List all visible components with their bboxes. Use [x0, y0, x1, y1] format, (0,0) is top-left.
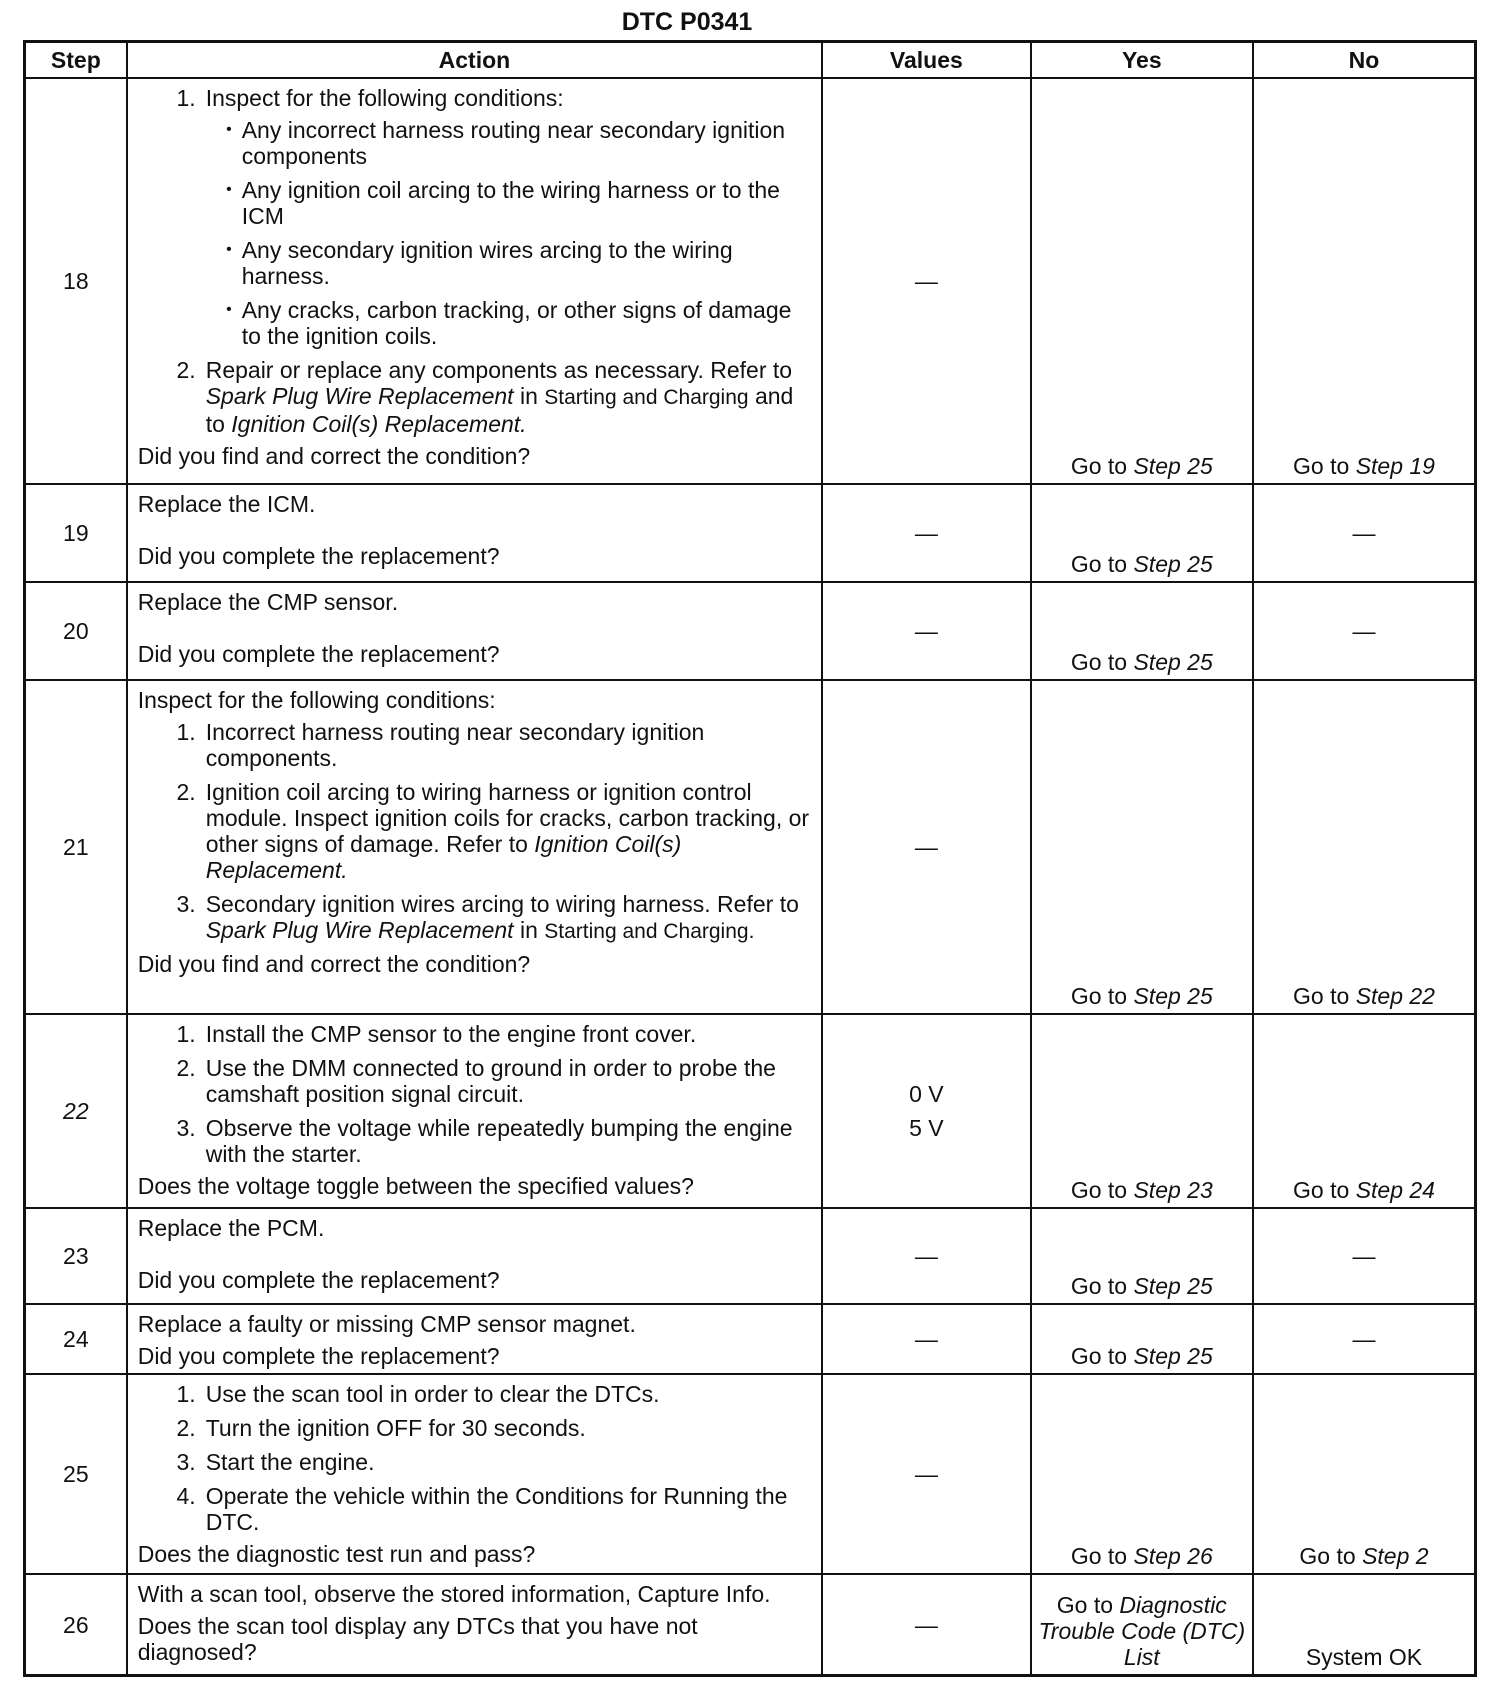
values-cell	[822, 1014, 1030, 1208]
yes-cell: Go to Diagnostic Trouble Code (DTC) List	[1031, 1574, 1253, 1676]
list-item: 2. Turn the ignition OFF for 30 seconds.	[176, 1415, 586, 1441]
step-number: 26	[25, 1574, 127, 1676]
question-text: Does the voltage toggle between the specified values?	[137, 1173, 694, 1199]
question-text: Did you find and correct the condition?	[137, 443, 531, 469]
header-no: No	[1253, 42, 1475, 79]
action-cell	[127, 1374, 822, 1574]
question-text: Did you complete the replacement?	[137, 543, 500, 569]
action-cell: With a scan tool, observe the stored information, Capture Info. Does the scan tool display any DTCs that you have not diagnosed?	[127, 1574, 822, 1676]
no-cell: —	[1253, 582, 1475, 680]
step-link[interactable]: Diagnostic Trouble Code (DTC) List	[1038, 1592, 1246, 1670]
yes-cell: Go to Step 25	[1031, 1304, 1253, 1374]
step-link[interactable]: Step 24	[1355, 1177, 1435, 1203]
table-row	[25, 1374, 1476, 1574]
doc-link[interactable]: Ignition Coil(s) Replacement.	[231, 411, 527, 437]
no-cell: Go to Step 2	[1253, 1374, 1475, 1574]
list-item: 3. Observe the voltage while repeatedly bumping the engine with the starter.	[176, 1115, 793, 1167]
question-text: Did you complete the replacement?	[137, 641, 500, 667]
doc-link[interactable]: Spark Plug Wire Replacement	[205, 917, 514, 943]
question-text: Did you complete the replacement?	[137, 1267, 500, 1293]
step-number: 24	[25, 1304, 127, 1374]
action-cell	[127, 78, 822, 484]
list-item: • Any incorrect harness routing near secondary ignition components	[226, 117, 786, 169]
list-item: 4. Operate the vehicle within the Conditions for Running the DTC.	[176, 1483, 788, 1535]
question-text: Did you complete the replacement?	[137, 1343, 500, 1369]
step-link[interactable]: Step 22	[1355, 983, 1435, 1009]
values-cell: —	[822, 1374, 1030, 1574]
doc-link[interactable]: Ignition Coil(s) Replacement.	[205, 831, 682, 883]
table-row	[25, 1208, 1476, 1304]
step-number: 18	[25, 78, 127, 484]
table-row	[25, 1574, 1476, 1676]
yes-cell: Go to Step 25	[1031, 1208, 1253, 1304]
step-link[interactable]: Step 25	[1133, 551, 1213, 577]
yes-cell: Go to Step 26	[1031, 1374, 1253, 1574]
values-cell: —	[822, 78, 1030, 484]
list-item: 3. Start the engine.	[176, 1449, 375, 1475]
list-item: 2. Use the DMM connected to ground in order to probe the camshaft position signal circuit.	[176, 1055, 776, 1107]
diagnostic-table	[23, 40, 1477, 1677]
question-text: Does the diagnostic test run and pass?	[137, 1541, 536, 1567]
no-cell: Go to Step 24	[1253, 1014, 1475, 1208]
step-link[interactable]: Step 2	[1362, 1543, 1429, 1569]
step-link[interactable]: Step 25	[1133, 983, 1213, 1009]
action-cell	[127, 1014, 822, 1208]
values-cell: —	[822, 1304, 1030, 1374]
step-link[interactable]: Step 25	[1133, 453, 1213, 479]
yes-cell: Go to Step 25	[1031, 484, 1253, 582]
no-cell: Go to Step 19	[1253, 78, 1475, 484]
action-cell: Inspect for the following conditions: 1. Incorrect harness routing near secondary ignition components. 2. Ignition coil arcing to wiring harness or ignition control module. Inspect ignition coils for cracks, carbon tracking, or other signs of damage. Refer to Ignition Coil(s) Replacement. 3. Secondary ignition wires arcing to wiring harness. Refer to Spark Plug Wire Replacement in Starting and Charging. Did you find and correct the condition?	[127, 680, 822, 1014]
list-item: • Any ignition coil arcing to the wiring harness or to the ICM	[226, 177, 780, 229]
step-number: 23	[25, 1208, 127, 1304]
header-values: Values	[822, 42, 1030, 79]
table-row	[25, 484, 1476, 582]
doc-link[interactable]: Spark Plug Wire Replacement	[205, 383, 514, 409]
values-cell: —	[822, 680, 1030, 1014]
step-link[interactable]: Step 25	[1133, 1273, 1213, 1299]
table-row	[25, 582, 1476, 680]
question-text: Did you find and correct the condition?	[137, 951, 531, 977]
yes-cell: Go to Step 23	[1031, 1014, 1253, 1208]
list-item: 2. Repair or replace any components as necessary. Refer to Spark Plug Wire Replacement in Starting and Charging and to Ignition Coil(s) Replacement.	[176, 357, 794, 437]
action-cell: Replace the PCM. Did you complete the replacement?	[127, 1208, 822, 1304]
table-row	[25, 1014, 1476, 1208]
step-number: 21	[25, 680, 127, 1014]
no-cell: System OK	[1253, 1574, 1475, 1676]
header-yes: Yes	[1031, 42, 1253, 79]
header-action: Action	[127, 42, 822, 79]
value-low: 0 V	[909, 1081, 944, 1107]
list-item: • Any cracks, carbon tracking, or other signs of damage to the ignition coils.	[226, 297, 792, 349]
list-item: 3. Secondary ignition wires arcing to wiring harness. Refer to Spark Plug Wire Replacement in Starting and Charging.	[176, 891, 799, 943]
values-cell: —	[822, 1574, 1030, 1676]
step-number: 22	[25, 1014, 127, 1208]
step-link[interactable]: Step 25	[1133, 649, 1213, 675]
step-link[interactable]: Step 26	[1133, 1543, 1213, 1569]
page-title: DTC P0341	[621, 8, 753, 36]
values-cell: —	[822, 484, 1030, 582]
list-item: 1. Incorrect harness routing near secondary ignition components.	[176, 719, 705, 771]
step-number: 20	[25, 582, 127, 680]
action-cell: Replace a faulty or missing CMP sensor magnet. Did you complete the replacement?	[127, 1304, 822, 1374]
list-item: 2. Ignition coil arcing to wiring harness or ignition control module. Inspect ignition coils for cracks, carbon tracking, or other signs of damage. Refer to Ignition Coil(s) Replacement.	[176, 779, 810, 883]
step-number: 25	[25, 1374, 127, 1574]
value-high: 5 V	[909, 1115, 944, 1141]
list-item: 1. Install the CMP sensor to the engine front cover.	[176, 1021, 697, 1047]
table-row	[25, 78, 1476, 484]
yes-cell: Go to Step 25	[1031, 582, 1253, 680]
table-row	[25, 680, 1476, 1014]
action-cell: Replace the ICM. Did you complete the replacement?	[127, 484, 822, 582]
table-row	[25, 1304, 1476, 1374]
step-link[interactable]: Step 23	[1133, 1177, 1213, 1203]
no-cell: —	[1253, 484, 1475, 582]
no-cell: —	[1253, 1208, 1475, 1304]
table-header-row	[25, 42, 1476, 79]
values-cell: —	[822, 582, 1030, 680]
step-number: 19	[25, 484, 127, 582]
yes-cell: Go to Step 25	[1031, 78, 1253, 484]
action-cell: Replace the CMP sensor. Did you complete the replacement?	[127, 582, 822, 680]
header-step: Step	[25, 42, 127, 79]
question-text: Does the scan tool display any DTCs that you have not diagnosed?	[137, 1613, 698, 1665]
list-item: • Any secondary ignition wires arcing to the wiring harness.	[226, 237, 733, 289]
step-link[interactable]: Step 19	[1355, 453, 1435, 479]
no-cell: Go to Step 22	[1253, 680, 1475, 1014]
no-cell: —	[1253, 1304, 1475, 1374]
list-item: 1. Inspect for the following conditions: • Any incorrect harness routing near secondary ignition components • Any ignition coil arcing to the wiring harness or to the ICM • Any secondary ignition wires arcing to the wiring harness. • Any cracks, carbon tracking, or other signs of damage to the ignition coils.	[138, 85, 813, 349]
yes-cell: Go to Step 25	[1031, 680, 1253, 1014]
step-link[interactable]: Step 25	[1133, 1343, 1213, 1369]
list-item: 1. Use the scan tool in order to clear the DTCs.	[176, 1381, 660, 1407]
values-cell: —	[822, 1208, 1030, 1304]
